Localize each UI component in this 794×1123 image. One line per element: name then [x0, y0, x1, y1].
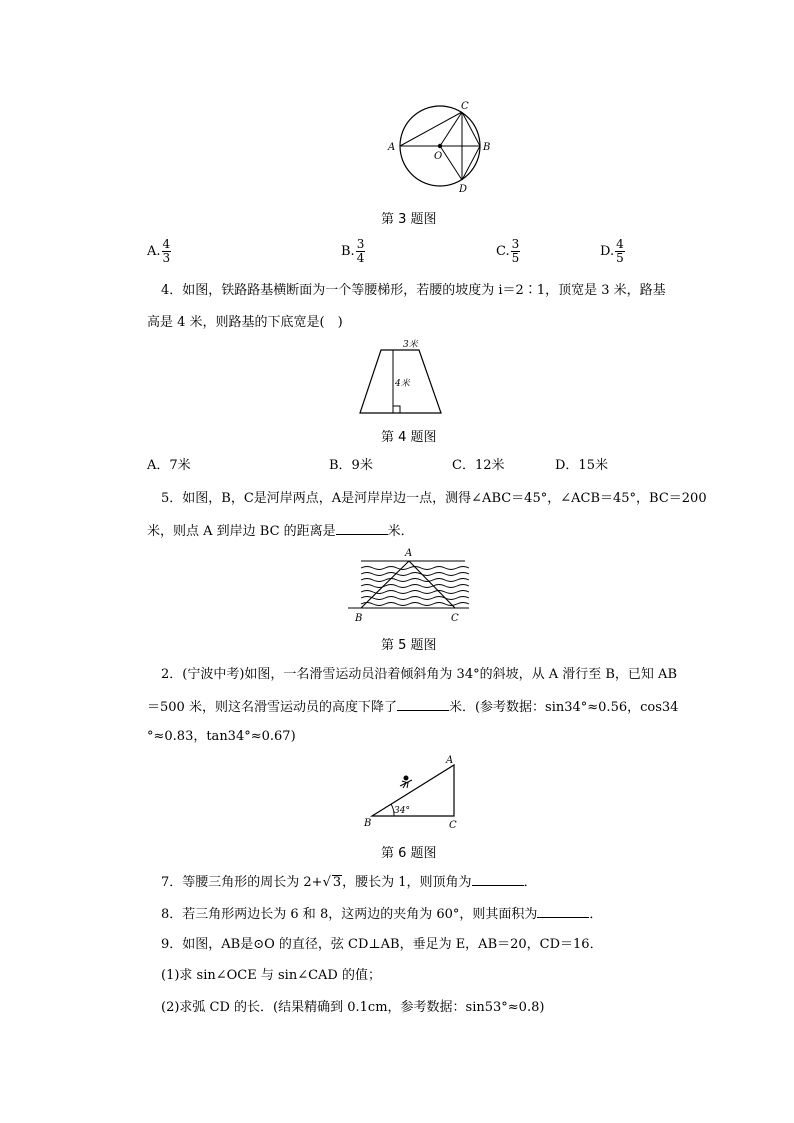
caption-fig4: 第 4 题图	[381, 430, 437, 445]
answer-blank	[397, 696, 449, 711]
label-a: A	[446, 755, 454, 766]
q4-option-a: A．7米	[147, 458, 191, 473]
q3-option-a: A. $\frac{4}{3}$	[147, 237, 171, 265]
fraction: $\frac{3}{4}$	[356, 237, 365, 265]
caption-fig3: 第 3 题图	[381, 212, 437, 227]
label-o: O	[434, 151, 443, 162]
trapezoid-diagram	[355, 336, 447, 418]
angle-label: 34°	[394, 806, 410, 816]
q4-text-line1: 4．如图，铁路路基横断面为一个等腰梯形，若腰的坡度为 i＝2∶1，顶宽是 3 米，路基	[161, 283, 666, 298]
q2-text-line1: 2．(宁波中考)如图，一名滑雪运动员沿着倾斜角为 34°的斜坡，从 A 滑行至 B，已知 AB	[161, 667, 678, 682]
q3-option-c: C. $\frac{3}{5}$	[496, 237, 520, 265]
q4-text-line2: 高是 4 米，则路基的下底宽是( )	[147, 315, 343, 330]
q9-part1: (1)求 sin∠OCE 与 sin∠CAD 的值；	[161, 968, 381, 983]
top-width-label: 3米	[403, 340, 418, 350]
q4-option-d: D．15米	[555, 458, 608, 473]
label-d: D	[459, 184, 468, 195]
q3-option-b: B. $\frac{3}{4}$	[341, 237, 365, 265]
height-label: 4米	[395, 379, 410, 389]
label-b: B	[364, 818, 372, 829]
q8-text: 8．若三角形两边长为 6 和 8，这两边的夹角为 60°，则其面积为 ．	[161, 903, 602, 925]
q3-option-d: D. $\frac{4}{5}$	[600, 237, 624, 265]
q5-text-line1: 5．如图，B，C是河岸两点，A是河岸岸边一点，测得∠ABC＝45°，∠ACB＝45°，BC＝200	[161, 491, 707, 506]
q7-text: 7．等腰三角形的周长为 2+√ 3，腰长为 1，则顶角为 ．	[161, 871, 537, 893]
q4-option-c: C．12米	[452, 458, 505, 473]
label-a: A	[388, 142, 396, 153]
q9-part2: (2)求弧 CD 的长．(结果精确到 0.1cm，参考数据：sin53°≈0.8)	[161, 1000, 545, 1015]
figure-3	[385, 98, 495, 198]
answer-blank	[336, 520, 388, 535]
label-c: C	[451, 613, 459, 624]
caption-fig6: 第 6 题图	[381, 846, 437, 861]
fraction: $\frac{4}{5}$	[616, 237, 624, 265]
skier-icon	[400, 776, 412, 788]
q2-text-line3: °≈0.83，tan34°≈0.67)	[147, 729, 296, 744]
q5-text-line2: 米，则点 A 到岸边 BC 的距离是 米．	[147, 520, 414, 542]
circle-diagram	[385, 98, 495, 198]
figure-4	[355, 336, 447, 418]
slope-diagram	[362, 752, 467, 832]
label-b: B	[483, 142, 491, 153]
river-diagram	[345, 546, 470, 624]
q9-text-line1: 9．如图，AB是⊙O 的直径，弦 CD⊥AB，垂足为 E，AB＝20，CD＝16．	[161, 937, 603, 952]
sqrt-sign: √	[322, 875, 331, 890]
figure-6	[362, 752, 467, 832]
label-c: C	[461, 101, 469, 112]
figure-5	[345, 546, 470, 624]
answer-blank	[472, 871, 524, 886]
answer-blank	[537, 903, 589, 918]
q2-text-line2: ＝500 米，则这名滑雪运动员的高度下降了 米．(参考数据：sin34°≈0.56，cos34	[147, 696, 678, 718]
label-a: A	[405, 548, 413, 559]
fraction: $\frac{3}{5}$	[511, 237, 520, 265]
caption-fig5: 第 5 题图	[381, 638, 437, 653]
fraction: $\frac{4}{3}$	[162, 237, 171, 265]
q4-option-b: B．9米	[329, 458, 373, 473]
label-b: B	[355, 613, 363, 624]
label-c: C	[449, 820, 457, 831]
